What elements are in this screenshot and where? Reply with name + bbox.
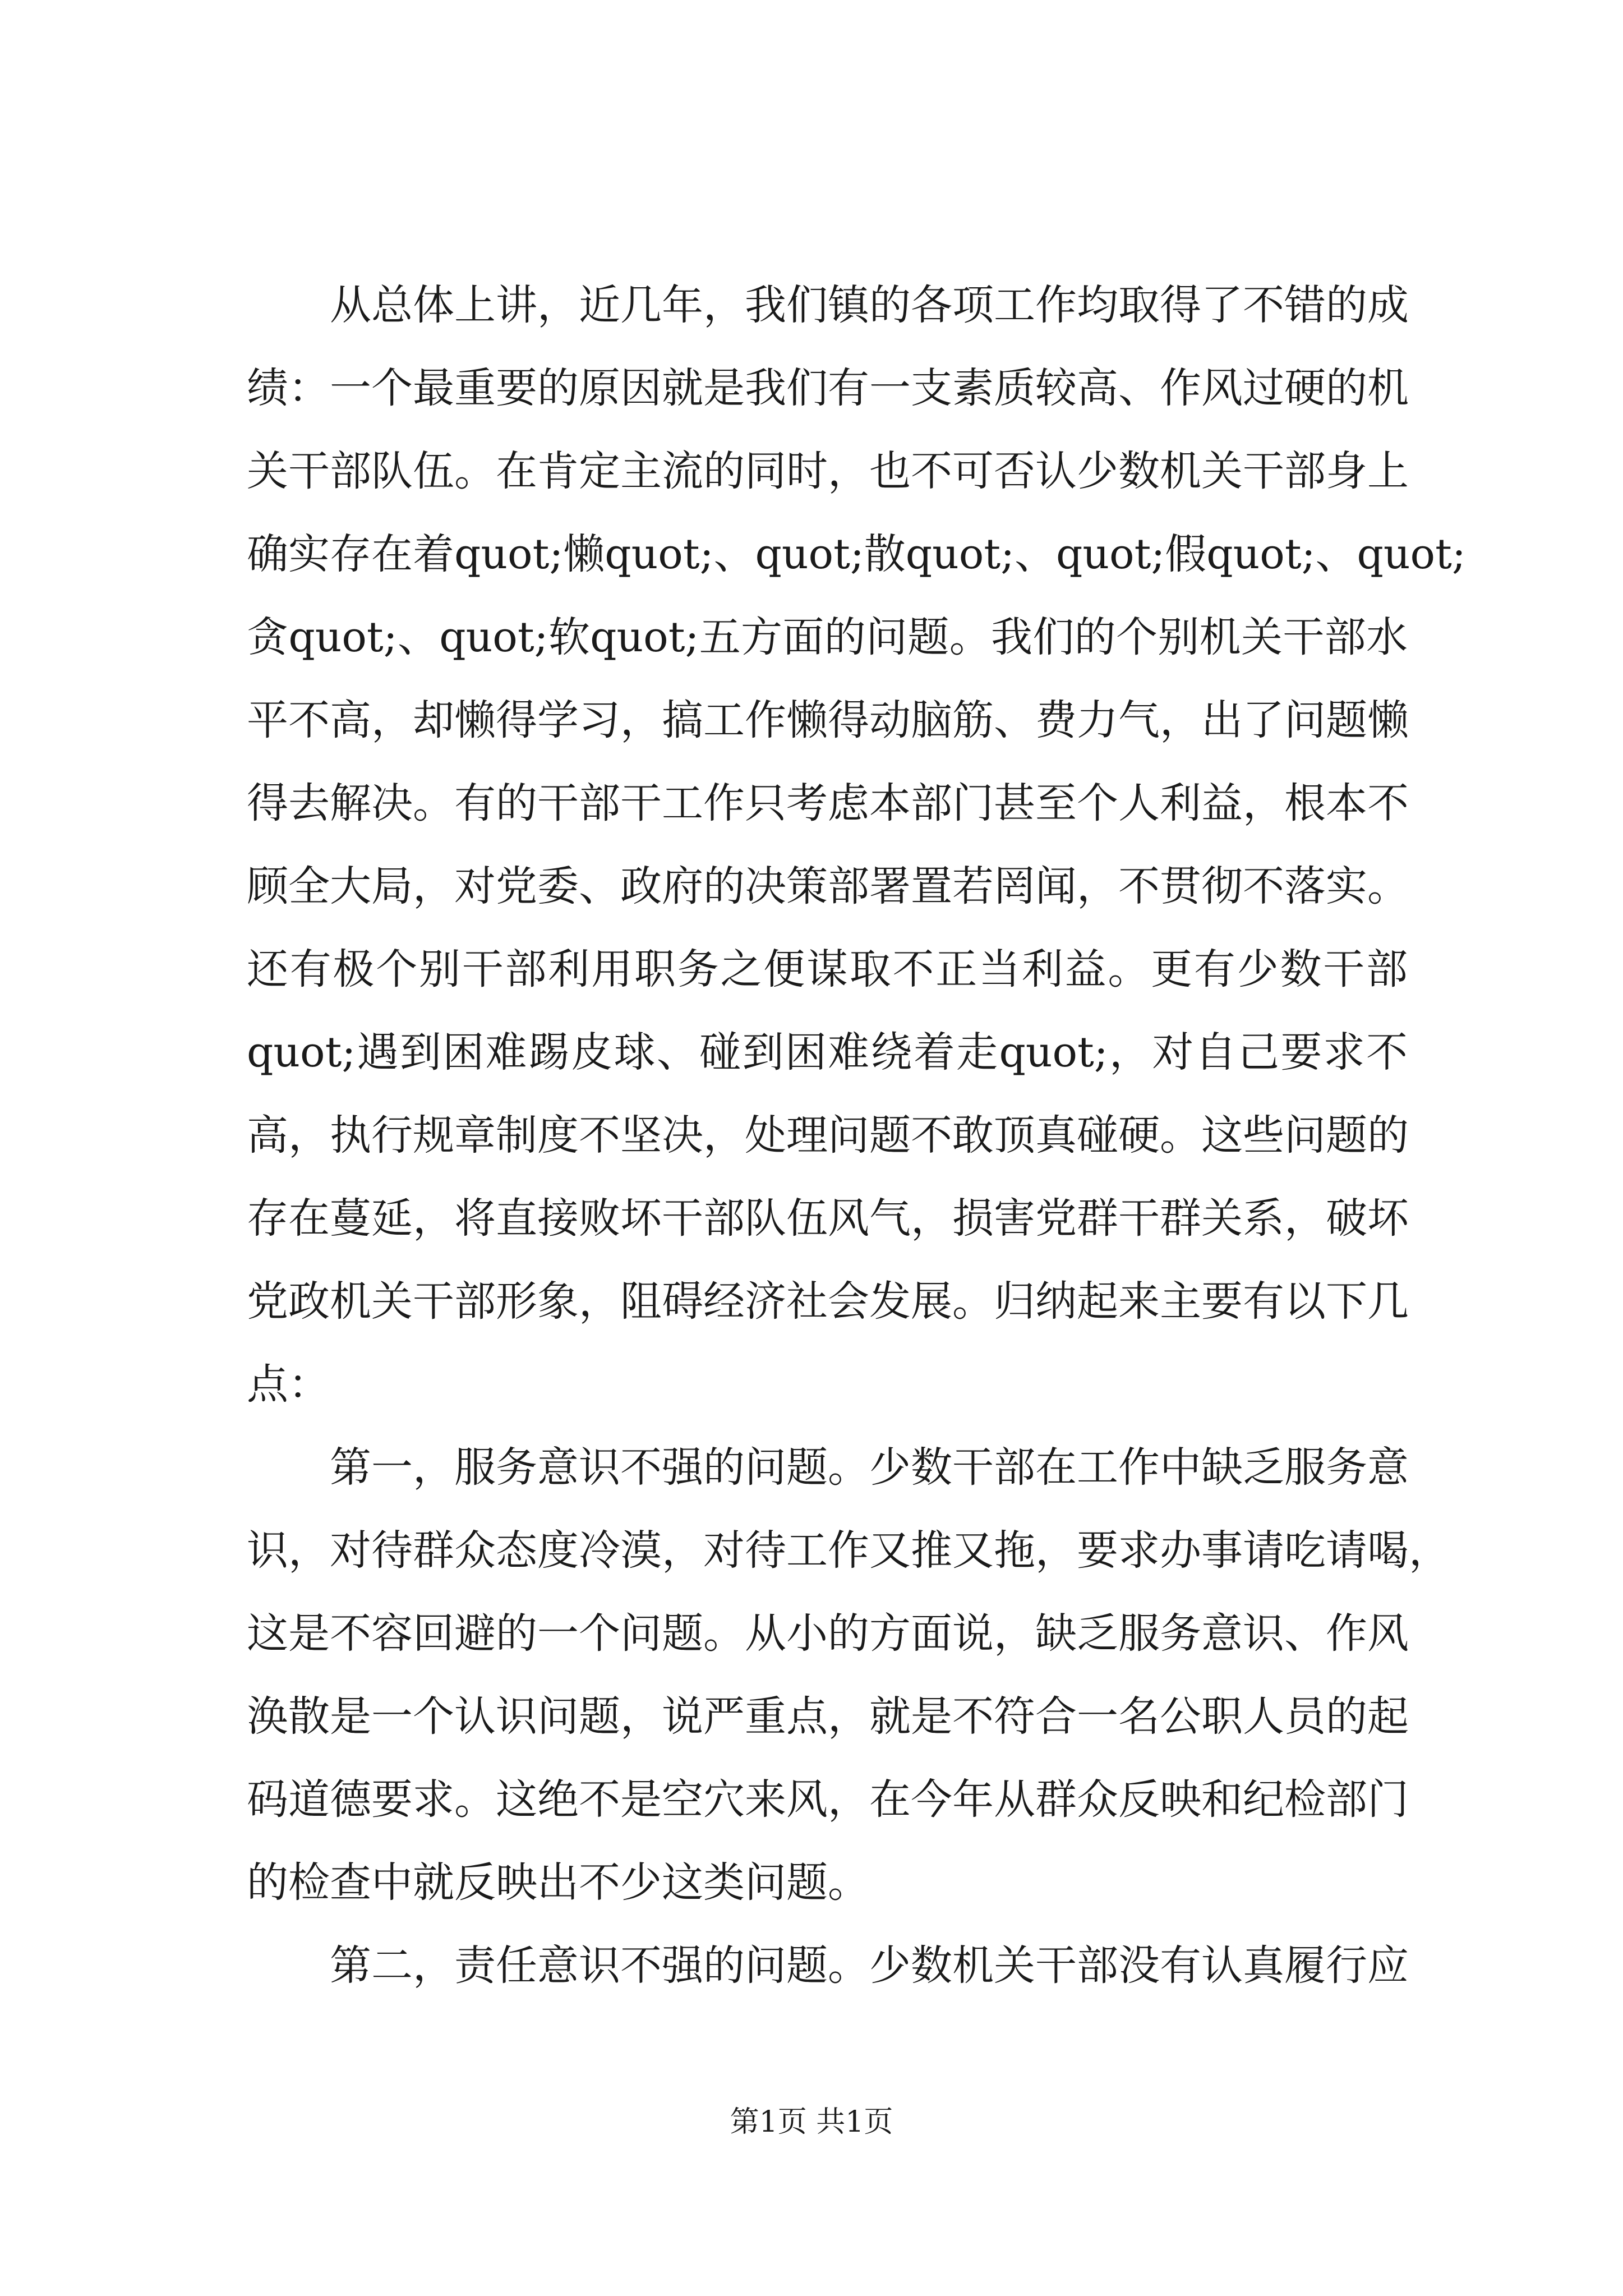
document-body (247, 264, 1466, 2007)
paragraph-1-line-9: 还有极个别干部利用职务之便谋取不正当利益。更有少数干部 (247, 945, 1408, 993)
paragraph-1-line-1: 从总体上讲，近几年，我们镇的各项工作均取得了不错的成 (330, 281, 1409, 329)
paragraph-1-line-11: 高，执行规章制度不坚决，处理问题不敢顶真碰硬。这些问题的 (247, 1111, 1409, 1159)
paragraph-1-line-8: 顾全大局，对党委、政府的决策部署置若罔闻，不贯彻不落实。 (247, 862, 1409, 910)
paragraph-1-line-14: 点： (247, 1360, 330, 1409)
paragraph-2-line-5: 码道德要求。这绝不是空穴来风，在今年从群众反映和纪检部门 (247, 1775, 1409, 1824)
paragraph-1-line-5: 贪quot;、quot;软quot;五方面的问题。我们的个别机关干部水 (247, 613, 1408, 661)
paragraph-2-line-6: 的检查中就反映出不少这类问题。 (247, 1858, 869, 1907)
page-footer: 第1页 共1页 (730, 2105, 893, 2139)
paragraph-1-line-10: quot;遇到困难踢皮球、碰到困难绕着走quot;，对自己要求不 (247, 1028, 1408, 1076)
paragraph-2-line-1: 第一，服务意识不强的问题。少数干部在工作中缺乏服务意 (330, 1443, 1409, 1492)
paragraph-1-line-4: 确实存在着quot;懒quot;、quot;散quot;、quot;假quot;、quot; (247, 530, 1466, 578)
paragraph-1-line-13: 党政机关干部形象，阻碍经济社会发展。归纳起来主要有以下几 (247, 1277, 1409, 1326)
paragraph-1-line-2: 绩：一个最重要的原因就是我们有一支素质较高、作风过硬的机 (247, 364, 1409, 412)
paragraph-1-line-12: 存在蔓延，将直接败坏干部队伍风气，损害党群干群关系，破坏 (247, 1194, 1409, 1243)
paragraph-3-line-1: 第二，责任意识不强的问题。少数机关干部没有认真履行应 (330, 1941, 1409, 1990)
paragraph-1-line-3: 关干部队伍。在肯定主流的同时，也不可否认少数机关干部身上 (247, 447, 1409, 495)
paragraph-2-line-3: 这是不容回避的一个问题。从小的方面说，缺乏服务意识、作风 (247, 1609, 1409, 1658)
paragraph-1-line-6: 平不高，却懒得学习，搞工作懒得动脑筋、费力气，出了问题懒 (247, 696, 1409, 744)
paragraph-1-line-7: 得去解决。有的干部干工作只考虑本部门甚至个人利益，根本不 (247, 779, 1409, 827)
paragraph-2-line-4: 涣散是一个认识问题，说严重点，就是不符合一名公职人员的起 (247, 1692, 1409, 1741)
paragraph-2-line-2: 识，对待群众态度冷漠，对待工作又推又拖，要求办事请吃请喝， (247, 1526, 1450, 1575)
